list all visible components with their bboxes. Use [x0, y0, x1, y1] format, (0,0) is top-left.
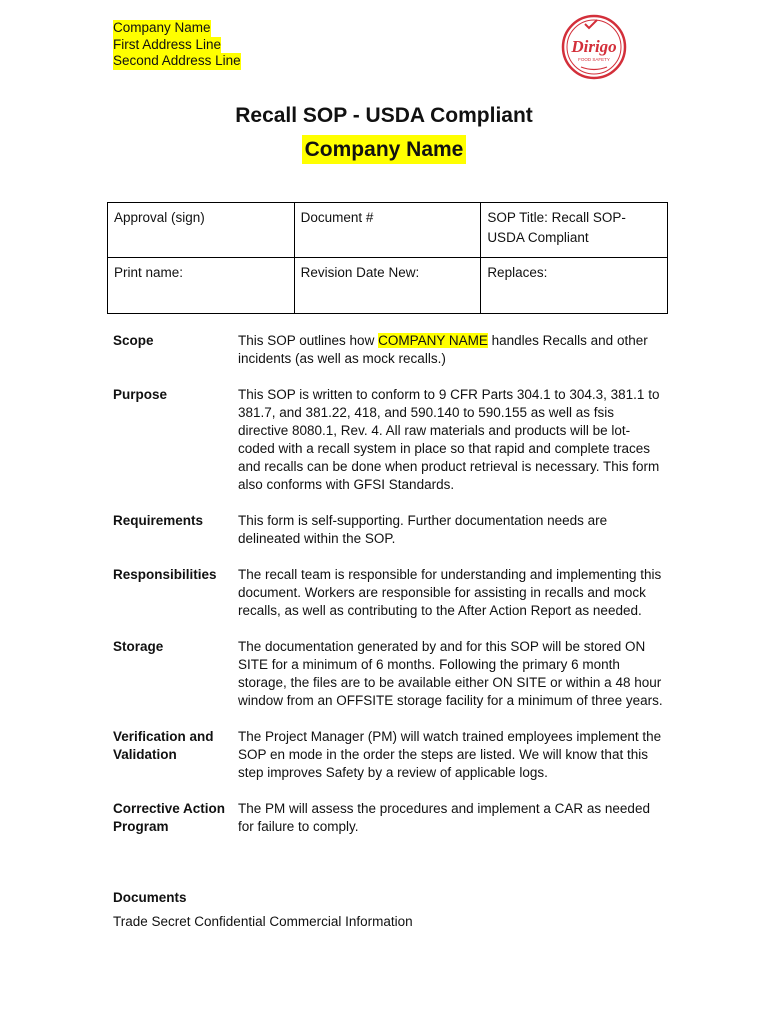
section-text: The recall team is responsible for understanding and implementing this document. Workers are responsible for assisting in recalls and mock recalls, as well as contributing to the After Action Report as needed.: [238, 567, 662, 618]
section-label: Verification and Validation: [113, 729, 214, 762]
company-name-text: Company Name: [302, 135, 467, 164]
company-address: [113, 20, 241, 70]
document-title: Recall SOP - USDA Compliant: [235, 104, 533, 127]
revision-date-cell: Revision Date New:: [294, 258, 481, 314]
section-scope: [113, 332, 663, 368]
section-label: Scope: [113, 333, 154, 348]
address-company-name: Company Name: [113, 20, 211, 35]
section-label: Purpose: [113, 387, 168, 402]
confidentiality-notice: Trade Secret Confidential Commercial Information: [113, 914, 413, 929]
section-label: Storage: [113, 639, 164, 654]
scope-company-highlight: COMPANY NAME: [378, 333, 488, 348]
section-label: Corrective Action Program: [113, 801, 226, 834]
document-number-cell: Document #: [294, 203, 481, 258]
scope-text-start: This SOP outlines how: [238, 333, 379, 348]
section-storage: [113, 638, 663, 710]
section-text: The PM will assess the procedures and implement a CAR as needed for failure to comply.: [238, 801, 650, 834]
section-label: Requirements: [113, 513, 204, 528]
section-text: This SOP is written to conform to 9 CFR Parts 304.1 to 304.3, 381.1 to 381.7, and 381.22, 418, and 590.140 to 590.155 as well as fsis directive 8080.1, Rev. 4. All raw materials and products will be lot-coded with a recall system in place so that rapid and complete traces and recalls can be done when product retrieval is necessary. This form also conforms with GFSI Standards.: [238, 387, 660, 492]
section-verification: [113, 728, 663, 782]
section-label: Responsibilities: [113, 567, 217, 582]
company-name-heading: [0, 138, 768, 162]
address-line-1: First Address Line: [113, 36, 222, 52]
approval-sign-cell: Approval (sign): [108, 203, 295, 258]
logo-tagline-text: FOOD SAFETY: [578, 57, 610, 62]
section-responsibilities: [113, 566, 663, 620]
scope-text-end: handles Recalls and other incidents (as well as mock recalls.): [238, 333, 648, 366]
documents-heading: Documents: [113, 890, 187, 905]
section-text: The Project Manager (PM) will watch trained employees implement the SOP en mode in the order the steps are listed. We will know that this step improves Safety by a review of applicable logs.: [238, 729, 662, 780]
table-row: [108, 258, 668, 314]
address-line-2: Second Address Line: [113, 53, 241, 68]
section-text: This form is self-supporting. Further documentation needs are delineated within the SOP.: [238, 513, 608, 546]
print-name-cell: Print name:: [108, 258, 295, 314]
section-text: [238, 332, 663, 368]
section-requirements: [113, 512, 663, 548]
table-row: [108, 203, 668, 258]
approval-table: [107, 202, 668, 314]
section-text: The documentation generated by and for this SOP will be stored ON SITE for a minimum of 6 months. Following the primary 6 month storage, the files are to be available either ON SITE or within a 48 hour window from an OFFSITE storage facility for a minimum of three years.: [238, 639, 663, 708]
section-purpose: [113, 386, 663, 494]
section-corrective-action: [113, 800, 663, 836]
dirigo-logo: [561, 14, 627, 80]
replaces-cell: Replaces:: [481, 258, 668, 314]
logo-brand-text: Dirigo: [571, 37, 617, 56]
sop-title-cell: SOP Title: Recall SOP-USDA Compliant: [481, 203, 668, 258]
sop-sections: [113, 332, 663, 854]
